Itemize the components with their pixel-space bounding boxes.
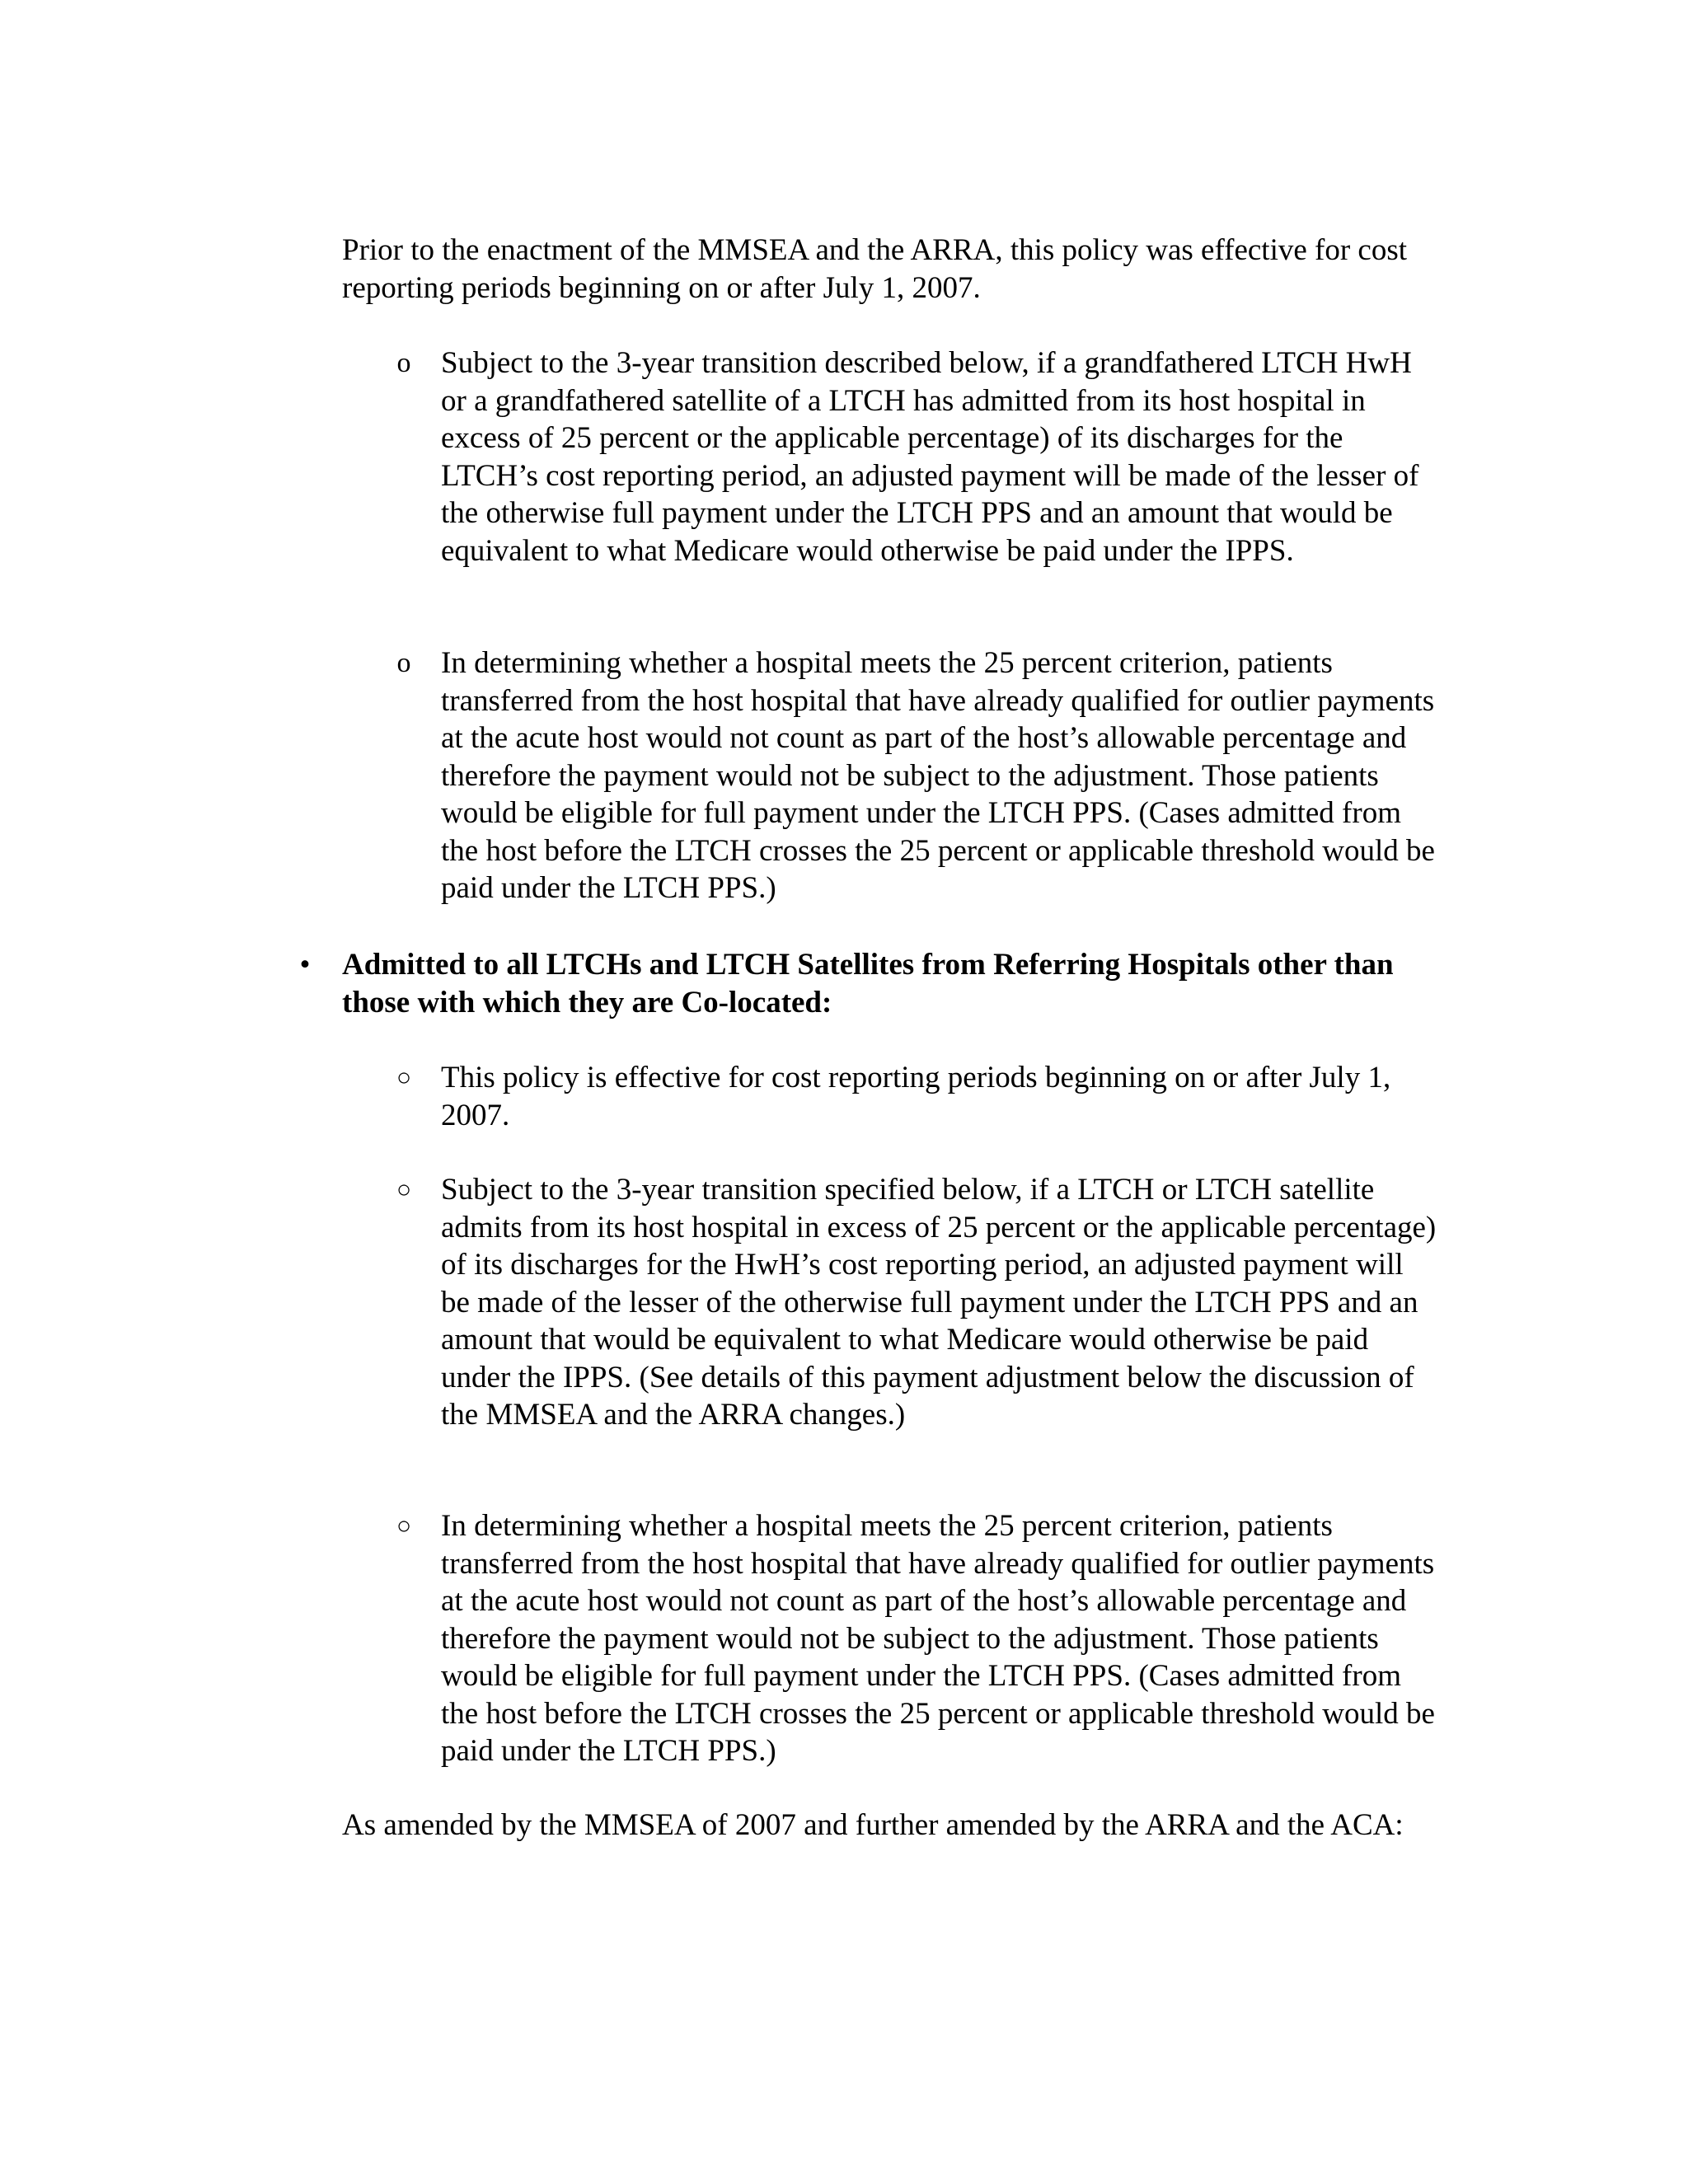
bullet-marker: • [299, 948, 311, 982]
list-item-text: Subject to the 3-year transition described below, if a grandfathered LTCH HwH or a grandfathered satellite of a LTCH has admitted from its host hospital in excess of 25 percent or the applicable percentage) of its discharges for the LTCH’s cost reporting period, an adjusted payment will be made of the lesser of the otherwise full payment under the LTCH PPS and an amount that would be equivalent to what Medicare would otherwise be paid under the IPPS. [441, 346, 1419, 568]
list-item-text: Subject to the 3-year transition specified below, if a LTCH or LTCH satellite admits from its host hospital in excess of 25 percent or the applicable percentage) of its discharges for the HwH’s cost reporting period, an adjusted payment will be made of the lesser of the otherwise full payment under the LTCH PPS and an amount that would be equivalent to what Medicare would otherwise be paid under the IPPS. (See details of this payment adjustment below the discussion of the MMSEA and the ARRA changes.) [441, 1173, 1437, 1432]
list-item [396, 1507, 1438, 1770]
list-marker: ○ [396, 1176, 412, 1203]
list-marker: ○ [396, 1064, 412, 1091]
section-bullet [299, 946, 1438, 1021]
list-item-text: In determining whether a hospital meets the 25 percent criterion, patients transferred from the host hospital that have already qualified for outlier payments at the acute host would not count as part of the host’s allowable percentage and therefore the payment would not be subject to the adjustment. Those patients would be eligible for full payment under the LTCH PPS. (Cases admitted from the host before the LTCH crosses the 25 percent or applicable threshold would be paid under the LTCH PPS.) [441, 646, 1435, 905]
list-item [396, 1171, 1438, 1434]
list-marker: ○ [396, 1512, 412, 1540]
list-item [396, 644, 1438, 907]
closing-paragraph: As amended by the MMSEA of 2007 and further amended by the ARRA and the ACA: [342, 1808, 1404, 1842]
list-marker: o [396, 648, 411, 678]
intro-paragraph: Prior to the enactment of the MMSEA and the ARRA, this policy was effective for cost reporting periods beginning on or after July 1, 2007. [342, 233, 1408, 305]
list-item-text: In determining whether a hospital meets the 25 percent criterion, patients transferred from the host hospital that have already qualified for outlier payments at the acute host would not count as part of the host’s allowable percentage and therefore the payment would not be subject to the adjustment. Those patients would be eligible for full payment under the LTCH PPS. (Cases admitted from the host before the LTCH crosses the 25 percent or applicable threshold would be paid under the LTCH PPS.) [441, 1509, 1435, 1768]
section-heading: Admitted to all LTCHs and LTCH Satellites from Referring Hospitals other than those with which they are Co-located: [342, 948, 1394, 1019]
list-item [396, 1059, 1438, 1134]
list-item-text: This policy is effective for cost reporting periods beginning on or after July 1, 2007. [441, 1061, 1391, 1132]
list-item [396, 344, 1438, 569]
list-marker: o [396, 348, 411, 378]
